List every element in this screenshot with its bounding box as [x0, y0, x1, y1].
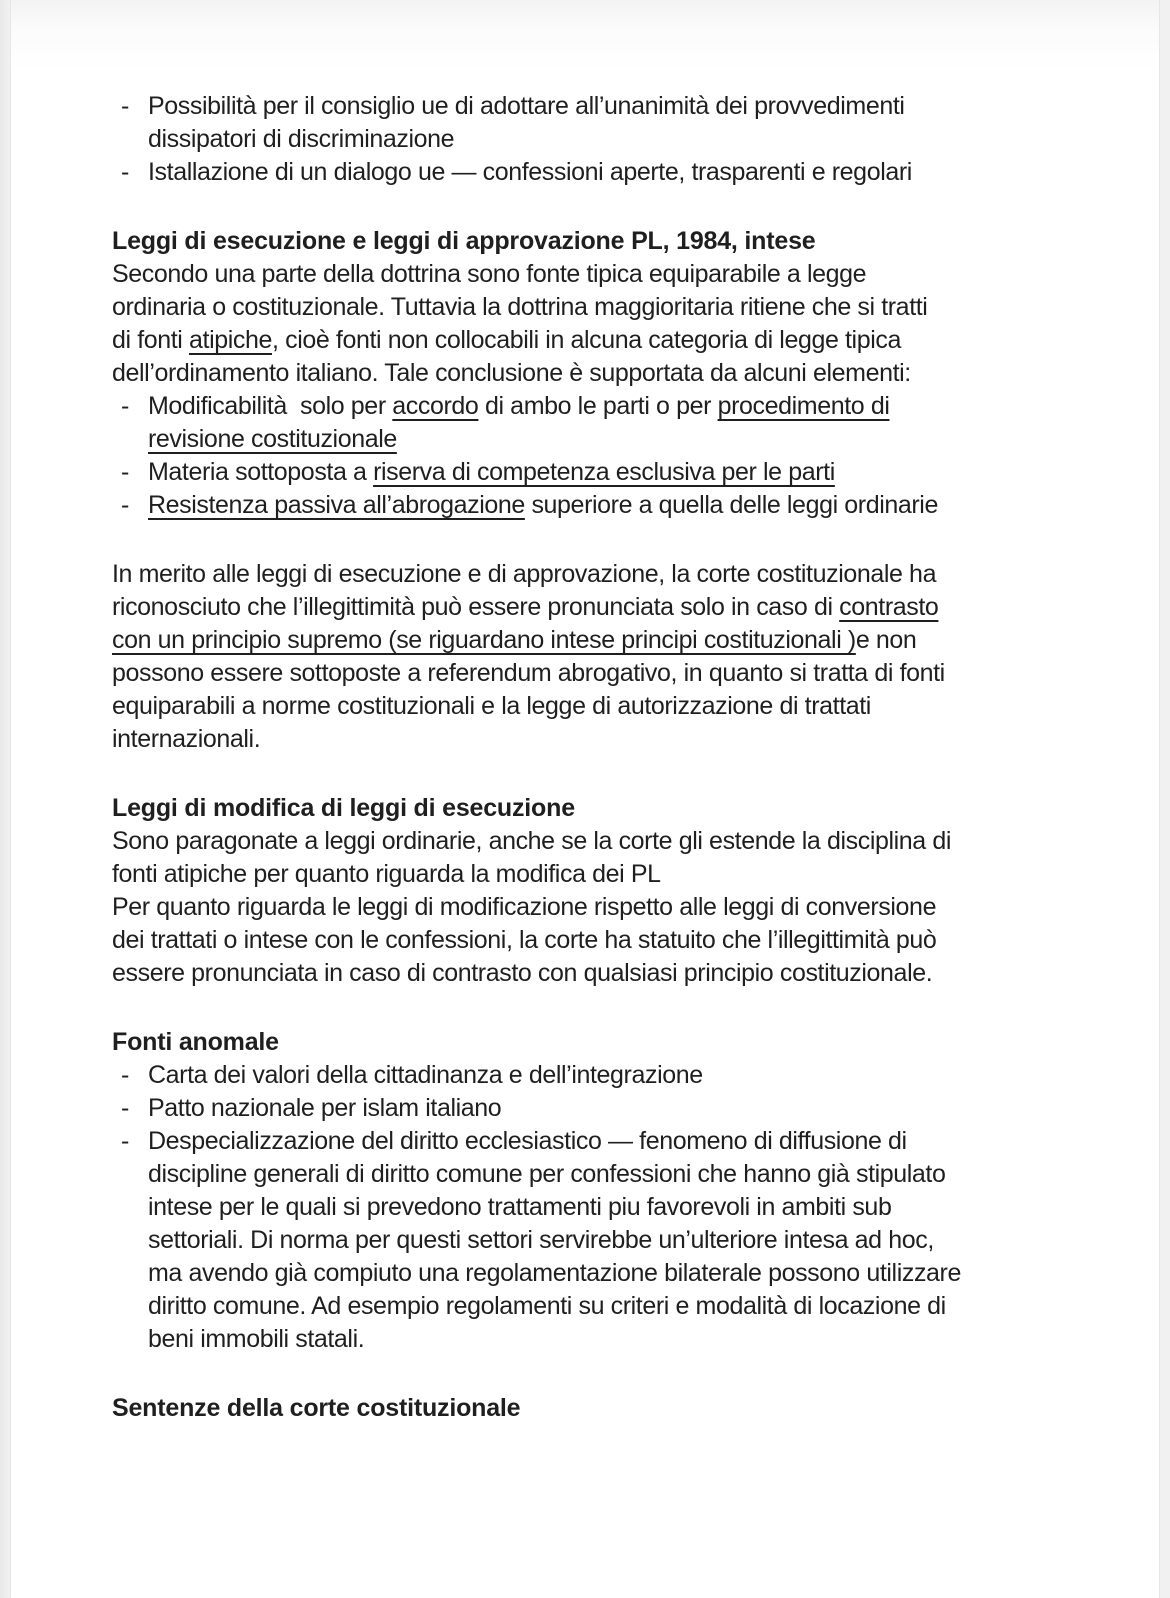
text-line: [148, 423, 1092, 456]
text-segment: settoriali. Di norma per questi settori servirebbe un’ulteriore intesa ad hoc,: [148, 1226, 934, 1254]
bullet-dash: -: [121, 92, 129, 120]
bullet-item: [112, 156, 1092, 189]
text-segment: Sentenze della corte costituzionale: [112, 1394, 521, 1422]
text-segment: Carta dei valori della cittadinanza e dell’integrazione: [148, 1061, 703, 1089]
underlined-text: Resistenza passiva all’abrogazione: [148, 491, 525, 519]
text-segment: Leggi di modifica di leggi di esecuzione: [112, 794, 575, 822]
text-line: [112, 591, 1092, 624]
underlined-text: atipiche: [189, 326, 272, 354]
bullet-dash: -: [121, 491, 129, 519]
text-line: [112, 1392, 1092, 1425]
text-line: [148, 1191, 1092, 1224]
text-segment: Leggi di esecuzione e leggi di approvazione PL, 1984, intese: [112, 227, 816, 255]
bullet-item: [112, 390, 1092, 456]
text-segment: riconosciuto che l’illegittimità può essere pronunciata solo in caso di: [112, 593, 840, 621]
text-line: [112, 690, 1092, 723]
text-segment: Per quanto riguarda le leggi di modificazione rispetto alle leggi di conversione: [112, 893, 937, 921]
fonti-anomale-bullet-list: [112, 1059, 1092, 1356]
text-segment: internazionali.: [112, 725, 261, 753]
text-line: [112, 792, 1092, 825]
underlined-text: con un principio supremo (se riguardano intese principi costituzionali ): [112, 626, 856, 654]
text-line: [112, 624, 1092, 657]
underlined-text: riserva di competenza esclusiva per le parti: [373, 458, 835, 486]
bullet-item: [112, 1092, 1092, 1125]
text-line: [112, 657, 1092, 690]
document-content: [112, 90, 1092, 1425]
text-line: [148, 390, 1092, 423]
text-segment: In merito alle leggi di esecuzione e di approvazione, la corte costituzionale ha: [112, 560, 937, 588]
heading-leggi-modifica: [112, 792, 1092, 825]
bullet-text: [148, 390, 1092, 456]
text-segment: Istallazione di un dialogo ue — confessioni aperte, trasparenti e regolari: [148, 158, 912, 186]
bullet-text: [148, 90, 1092, 156]
text-line: [112, 357, 1092, 390]
fonti-atipiche-bullet-list: [112, 390, 1092, 522]
text-segment: Secondo una parte della dottrina sono fonte tipica equiparabile a legge: [112, 260, 867, 288]
text-line: [112, 324, 1092, 357]
bullet-dash: -: [121, 1094, 129, 1122]
para-corte-costituzionale: [112, 558, 1092, 756]
text-line: [148, 156, 1092, 189]
text-segment: beni immobili statali.: [148, 1325, 365, 1353]
text-segment: dei trattati o intese con le confessioni, la corte ha statuito che l’illegittimità può: [112, 926, 937, 954]
text-segment: ordinaria o costituzionale. Tuttavia la dottrina maggioritaria ritiene che si tratti: [112, 293, 928, 321]
text-line: [112, 825, 1092, 858]
text-line: [112, 723, 1092, 756]
text-segment: e non: [855, 626, 917, 654]
text-segment: possono essere sottoposte a referendum abrogativo, in quanto si tratta di fonti: [112, 659, 945, 687]
text-line: [148, 90, 1092, 123]
text-segment: dell’ordinamento italiano. Tale conclusione è supportata da alcuni elementi:: [112, 359, 911, 387]
bullet-item: [112, 456, 1092, 489]
bullet-text: [148, 1059, 1092, 1092]
text-line: [148, 1158, 1092, 1191]
text-segment: di ambo le parti o per: [478, 392, 718, 420]
para-leggi-modifica: [112, 825, 1092, 990]
text-line: [112, 258, 1092, 291]
bullet-item: [112, 1059, 1092, 1092]
bullet-text: [148, 456, 1092, 489]
text-segment: Despecializzazione del diritto ecclesiastico — fenomeno di diffusione di: [148, 1127, 907, 1155]
text-line: [148, 1092, 1092, 1125]
text-line: [112, 225, 1092, 258]
bullet-text: [148, 1125, 1092, 1356]
text-line: [112, 891, 1092, 924]
text-line: [148, 1257, 1092, 1290]
text-segment: di fonti: [112, 326, 190, 354]
text-line: [112, 558, 1092, 591]
bullet-item: [112, 90, 1092, 156]
text-line: [112, 858, 1092, 891]
text-segment: equiparabili a norme costituzionali e la legge di autorizzazione di trattati: [112, 692, 871, 720]
text-line: [112, 957, 1092, 990]
text-segment: Materia sottoposta a: [148, 458, 374, 486]
heading-sentenze: [112, 1392, 1092, 1425]
text-segment: diritto comune. Ad esempio regolamenti su criteri e modalità di locazione di: [148, 1292, 946, 1320]
underlined-text: contrasto: [839, 593, 939, 621]
bullet-dash: -: [121, 392, 129, 420]
heading-fonti-anomale: [112, 1026, 1092, 1059]
text-line: [148, 1290, 1092, 1323]
text-segment: superiore a quella delle leggi ordinarie: [524, 491, 938, 519]
text-line: [148, 456, 1092, 489]
text-segment: dissipatori di discriminazione: [148, 125, 455, 153]
bullet-text: [148, 156, 1092, 189]
heading-leggi-esecuzione: [112, 225, 1092, 258]
bullet-text: [148, 1092, 1092, 1125]
intro-bullet-list: [112, 90, 1092, 189]
underlined-text: procedimento di: [717, 392, 890, 420]
text-line: [112, 291, 1092, 324]
text-segment: ma avendo già compiuto una regolamentazione bilaterale possono utilizzare: [148, 1259, 961, 1287]
text-line: [112, 1026, 1092, 1059]
text-segment: Patto nazionale per islam italiano: [148, 1094, 502, 1122]
text-line: [148, 1323, 1092, 1356]
bullet-dash: -: [121, 458, 129, 486]
page-sheet: [10, 0, 1160, 1598]
text-line: [148, 489, 1092, 522]
text-segment: Modificabilità solo per: [148, 392, 393, 420]
bullet-text: [148, 489, 1092, 522]
bullet-dash: -: [121, 1061, 129, 1089]
text-line: [148, 1224, 1092, 1257]
text-line: [112, 924, 1092, 957]
text-segment: Possibilità per il consiglio ue di adottare all’unanimità dei provvedimenti: [148, 92, 905, 120]
bullet-dash: -: [121, 1127, 129, 1155]
bullet-item: [112, 1125, 1092, 1356]
text-segment: intese per le quali si prevedono trattamenti piu favorevoli in ambiti sub: [148, 1193, 892, 1221]
text-segment: essere pronunciata in caso di contrasto con qualsiasi principio costituzionale.: [112, 959, 933, 987]
text-line: [148, 123, 1092, 156]
text-segment: Sono paragonate a leggi ordinarie, anche se la corte gli estende la disciplina di: [112, 827, 952, 855]
underlined-text: revisione costituzionale: [148, 425, 397, 453]
text-segment: , cioè fonti non collocabili in alcuna categoria di legge tipica: [272, 326, 901, 354]
underlined-text: accordo: [392, 392, 479, 420]
text-line: [148, 1125, 1092, 1158]
text-segment: Fonti anomale: [112, 1028, 279, 1056]
bullet-item: [112, 489, 1092, 522]
text-line: [148, 1059, 1092, 1092]
text-segment: fonti atipiche per quanto riguarda la modifica dei PL: [112, 860, 661, 888]
bullet-dash: -: [121, 158, 129, 186]
para-dottrina: [112, 258, 1092, 390]
text-segment: discipline generali di diritto comune per confessioni che hanno già stipulato: [148, 1160, 946, 1188]
